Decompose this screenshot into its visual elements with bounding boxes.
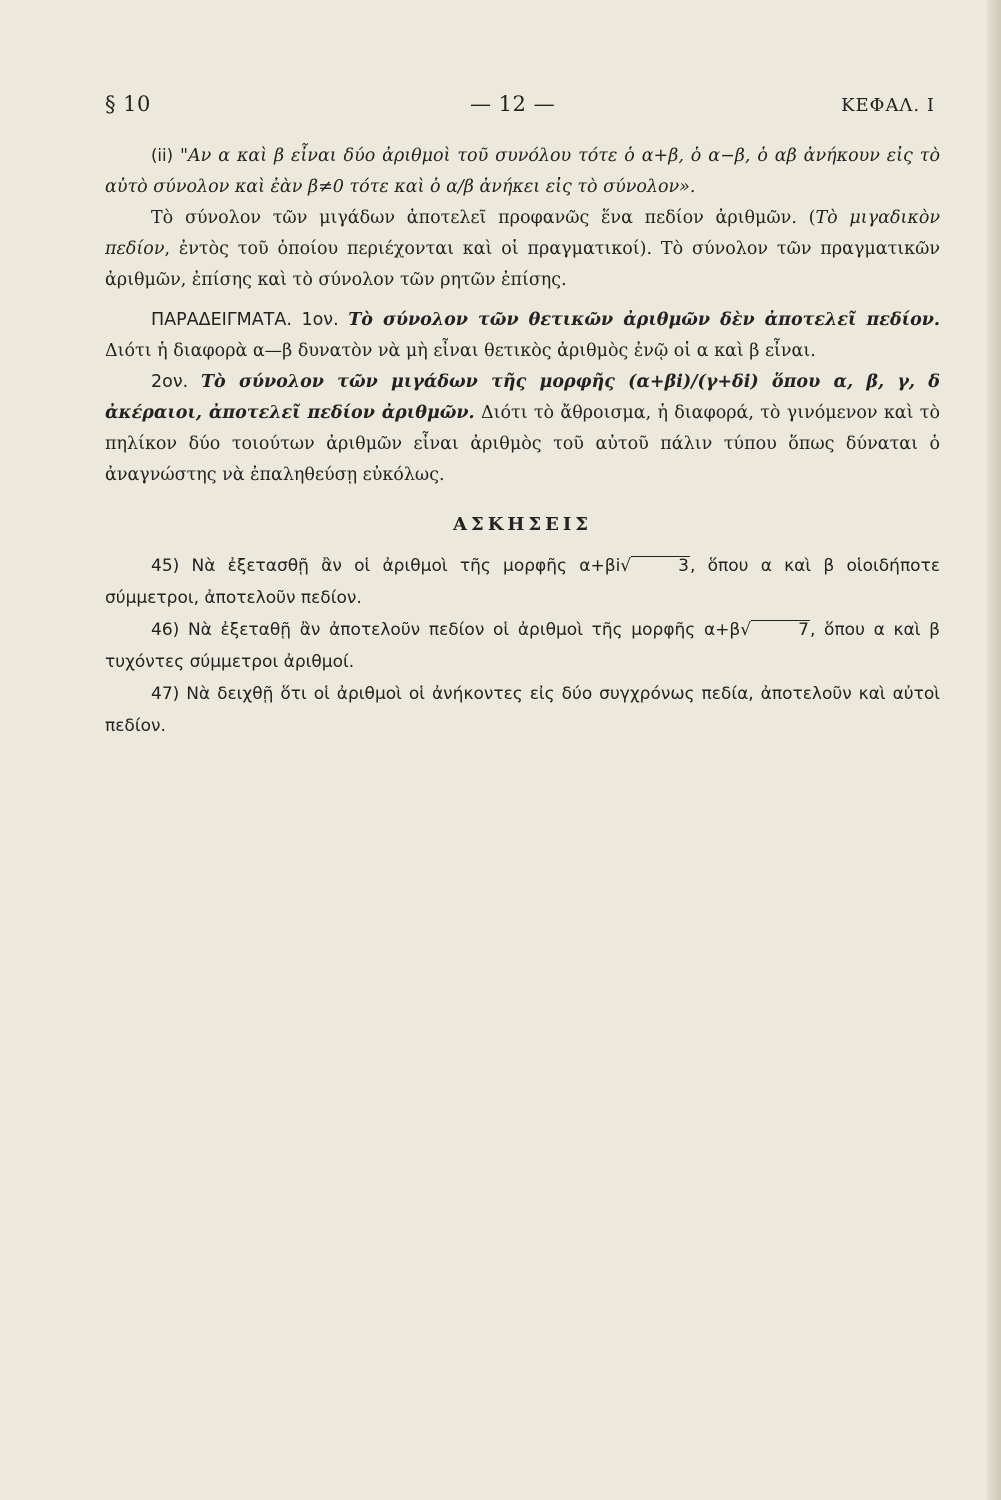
paragraph-ii-label: (ii) <box>151 146 174 165</box>
example-1 <box>105 305 940 367</box>
header-page-number: — 12 — <box>470 92 556 116</box>
examples-label: ΠΑΡΑΔΕΙΓΜΑΤΑ. <box>151 310 292 330</box>
paragraph-complex-text-1: Τὸ σύνολον τῶν μιγάδων ἀποτελεῖ προφανῶς ἕνα πεδίον ἀριθμῶν. ( <box>151 208 816 228</box>
example-1-text: Διότι ἡ διαφορὰ α—β δυνατὸν νὰ μὴ εἶναι θετικὸς ἀριθμὸς ἐνῷ οἱ α καὶ β εἶναι. <box>105 341 816 361</box>
exercise-46 <box>105 614 940 678</box>
exercise-46-radicand: 7 <box>751 620 810 639</box>
exercise-47 <box>105 678 940 742</box>
sqrt-symbol: √ <box>620 556 632 576</box>
paragraph-complex-text-2: , ἐντὸς τοῦ ὁποίου περιέχονται καὶ οἱ πραγματικοί). Τὸ σύνολον τῶν πραγματικῶν ἀριθμῶν, ἐπίσης καὶ τὸ σύνολον τῶν ρητῶν ἐπίσης. <box>105 239 940 290</box>
paragraph-complex-field <box>105 203 940 296</box>
exercise-45-text-1: 45) Νὰ ἐξετασθῇ ἂν οἱ ἀριθμοὶ τῆς μορφῆς α+βi <box>151 556 621 576</box>
paragraph-complex-italic: Τὸ μιγαδικὸν πεδίον <box>105 208 940 259</box>
example-1-title: Τὸ σύνολον τῶν θετικῶν ἀριθμῶν δὲν ἀποτελεῖ πεδίον. <box>348 310 940 330</box>
exercise-45 <box>105 550 940 614</box>
example-1-number: 1ον. <box>301 310 339 330</box>
example-2-number: 2ον. <box>151 372 189 392</box>
example-2-title: Τὸ σύνολον τῶν μιγάδων τῆς μορφῆς (α+βi)/(γ+δi) ὅπου α, β, γ, δ ἀκέραιοι, ἀποτελεῖ πεδίον ἀριθμῶν. <box>105 372 940 423</box>
header-chapter: ΚΕΦΑΛ. Ι <box>841 95 935 116</box>
sqrt-symbol: √ <box>740 620 752 640</box>
exercise-45-text-2: , ὅπου α καὶ β οἱοιδήποτε σύμμετροι, ἀποτελοῦν πεδίον. <box>105 556 941 608</box>
example-2-text: Διότι τὸ ἄθροισμα, ἡ διαφορά, τὸ γινόμενον καὶ τὸ πηλίκον δύο τοιούτων ἀριθμῶν εἶναι ἀριθμὸς τοῦ αὐτοῦ πάλιν τύπου ὅπως δύναται ὁ ἀναγνώστης νὰ ἐπαληθεύσῃ εὐκόλως. <box>105 403 940 485</box>
paragraph-ii <box>105 140 940 203</box>
page-binding-edge <box>987 0 1001 1500</box>
example-2 <box>105 367 940 491</box>
exercise-46-text-1: 46) Νὰ ἐξεταθῇ ἂν ἀποτελοῦν πεδίον οἱ ἀριθμοὶ τῆς μορφῆς α+β <box>151 620 741 640</box>
exercise-45-radicand: 3 <box>631 556 690 575</box>
exercises-title: ΑΣΚΗΣΕΙΣ <box>453 514 592 535</box>
exercise-46-text-2: , ὅπου α καὶ β τυχόντες σύμμετροι ἀριθμοί. <box>105 620 940 672</box>
header-section: § 10 <box>105 92 151 116</box>
page-body <box>105 140 940 742</box>
exercise-47-text: 47) Νὰ δειχθῇ ὅτι οἱ ἀριθμοὶ οἱ ἀνήκοντες εἰς δύο συγχρόνως πεδία, ἀποτελοῦν καὶ αὐτοὶ πεδίον. <box>105 684 940 736</box>
paragraph-ii-text: "Αν α καὶ β εἶναι δύο ἀριθμοὶ τοῦ συνόλου τότε ὁ α+β, ὁ α−β, ὁ αβ ἀνήκουν εἰς τὸ αὐτὸ σύνολον καὶ ἐὰν β≠0 τότε καὶ ὁ α/β ἀνήκει εἰς τὸ σύνολον». <box>105 146 940 197</box>
